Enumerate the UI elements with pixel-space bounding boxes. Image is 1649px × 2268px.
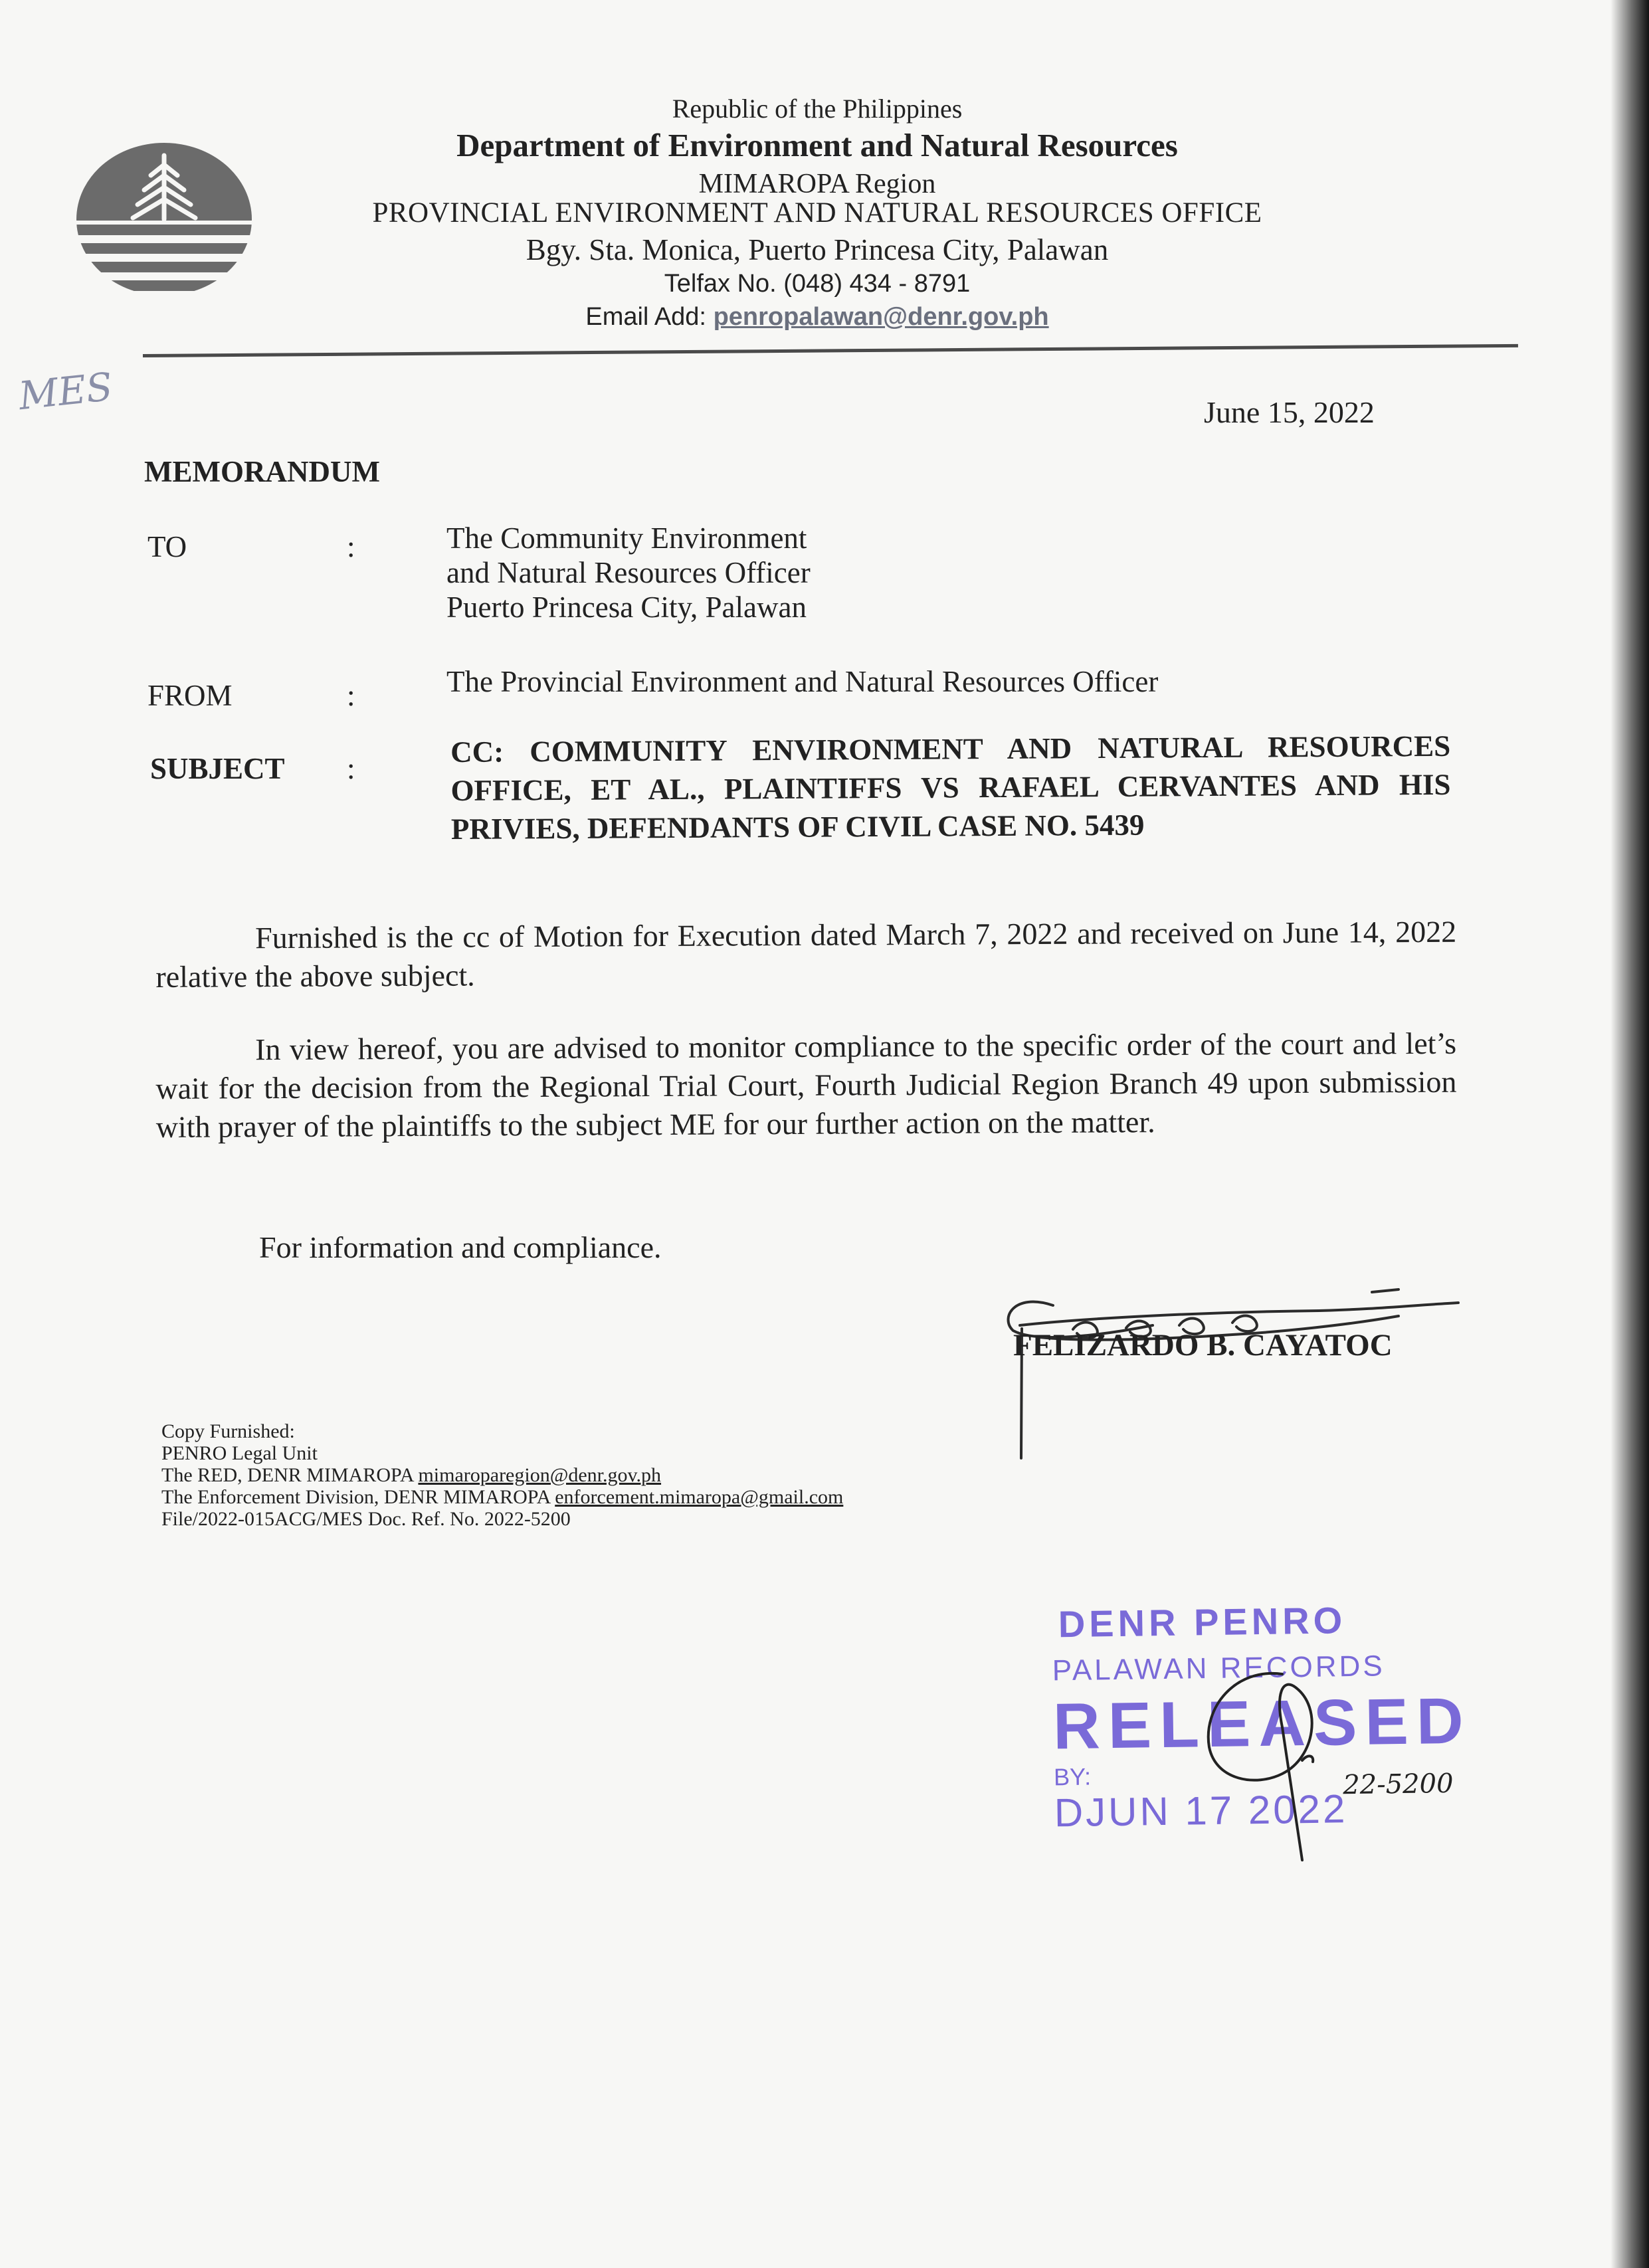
subject-colon: : (347, 752, 355, 785)
to-line-1: The Community Environment (446, 521, 807, 555)
copy-furnished-block (161, 1420, 843, 1530)
cf-line-3 (161, 1486, 843, 1508)
header-department: Department of Environment and Natural Resources (456, 127, 1178, 163)
from-colon: : (347, 679, 355, 712)
header-divider (143, 344, 1518, 357)
cf-line-2-text: The RED, DENR MIMAROPA (161, 1464, 419, 1486)
email-label: Email Add: (585, 303, 706, 331)
from-label: FROM (147, 679, 233, 712)
body-paragraph-2: In view hereof, you are advised to monitor compliance to the specific order of the court and let’s wait for the decision from the Regional Trial Court, Fourth Judicial Region Branch 49 upon submission with prayer of the plaintiffs to the subject ME for our further action on the matter. (155, 1026, 1457, 1144)
handwritten-initials: MES (16, 363, 115, 419)
cf-line-3-email[interactable]: enforcement.mimaropa@gmail.com (555, 1486, 844, 1508)
stamp-line-4: BY: (1053, 1762, 1092, 1791)
cf-title: Copy Furnished: (161, 1420, 295, 1442)
stamp-line-3: RELEASED (1052, 1683, 1472, 1763)
cf-line-1: PENRO Legal Unit (161, 1442, 318, 1464)
subject-label: SUBJECT (150, 752, 285, 785)
from-value: The Provincial Environment and Natural Resources Officer (446, 665, 1159, 698)
cf-line-4: File/2022-015ACG/MES Doc. Ref. No. 2022-5200 (161, 1508, 571, 1530)
stamp-line-1: DENR PENRO (1058, 1599, 1347, 1646)
signature-scribble (1000, 1279, 1465, 1465)
cf-line-2 (161, 1464, 843, 1486)
to-colon: : (347, 530, 355, 563)
header-address: Bgy. Sta. Monica, Puerto Princesa City, Palawan (526, 233, 1109, 266)
memo-date: June 15, 2022 (1204, 395, 1375, 429)
denr-logo-icon (74, 141, 254, 300)
stamp-handwritten-ref: 22-5200 (1342, 1768, 1454, 1801)
header-country: Republic of the Philippines (672, 94, 963, 124)
cf-line-3-text: The Enforcement Division, DENR MIMAROPA (161, 1486, 555, 1508)
memo-title: MEMORANDUM (144, 455, 380, 488)
header-region: MIMAROPA Region (698, 169, 936, 199)
stamp-date: DJUN 17 2022 (1054, 1786, 1348, 1836)
body-paragraph-1: Furnished is the cc of Motion for Execution dated March 7, 2022 and received on June 14, 2022 relative the above subject. (155, 914, 1457, 994)
to-value (446, 521, 811, 624)
email-link[interactable]: penropalawan@denr.gov.ph (713, 303, 1049, 331)
closing-line: For information and compliance. (259, 1230, 662, 1264)
header-office: PROVINCIAL ENVIRONMENT AND NATURAL RESOURCES OFFICE (372, 197, 1262, 229)
header-email-line (279, 303, 1355, 331)
subject-value: CC: COMMUNITY ENVIRONMENT AND NATURAL RESOURCES OFFICE, ET AL., PLAINTIFFS VS RAFAEL CERVANTES AND HIS PRIVIES, DEFENDANTS OF CIVIL CASE NO. 5439 (450, 729, 1451, 846)
to-line-3: Puerto Princesa City, Palawan (446, 591, 807, 624)
stamp-initial-scribble (1183, 1648, 1342, 1867)
scan-edge-shadow (1610, 0, 1649, 2268)
signatory-name: FELIZARDO B. CAYATOC (1013, 1328, 1393, 1363)
to-label: TO (147, 530, 187, 563)
stamp-line-2: PALAWAN RECORDS (1052, 1650, 1385, 1687)
to-line-2: and Natural Resources Officer (446, 556, 811, 589)
cf-line-2-email[interactable]: mimaroparegion@denr.gov.ph (418, 1464, 662, 1486)
header-telfax: Telfax No. (048) 434 - 8791 (664, 270, 971, 298)
